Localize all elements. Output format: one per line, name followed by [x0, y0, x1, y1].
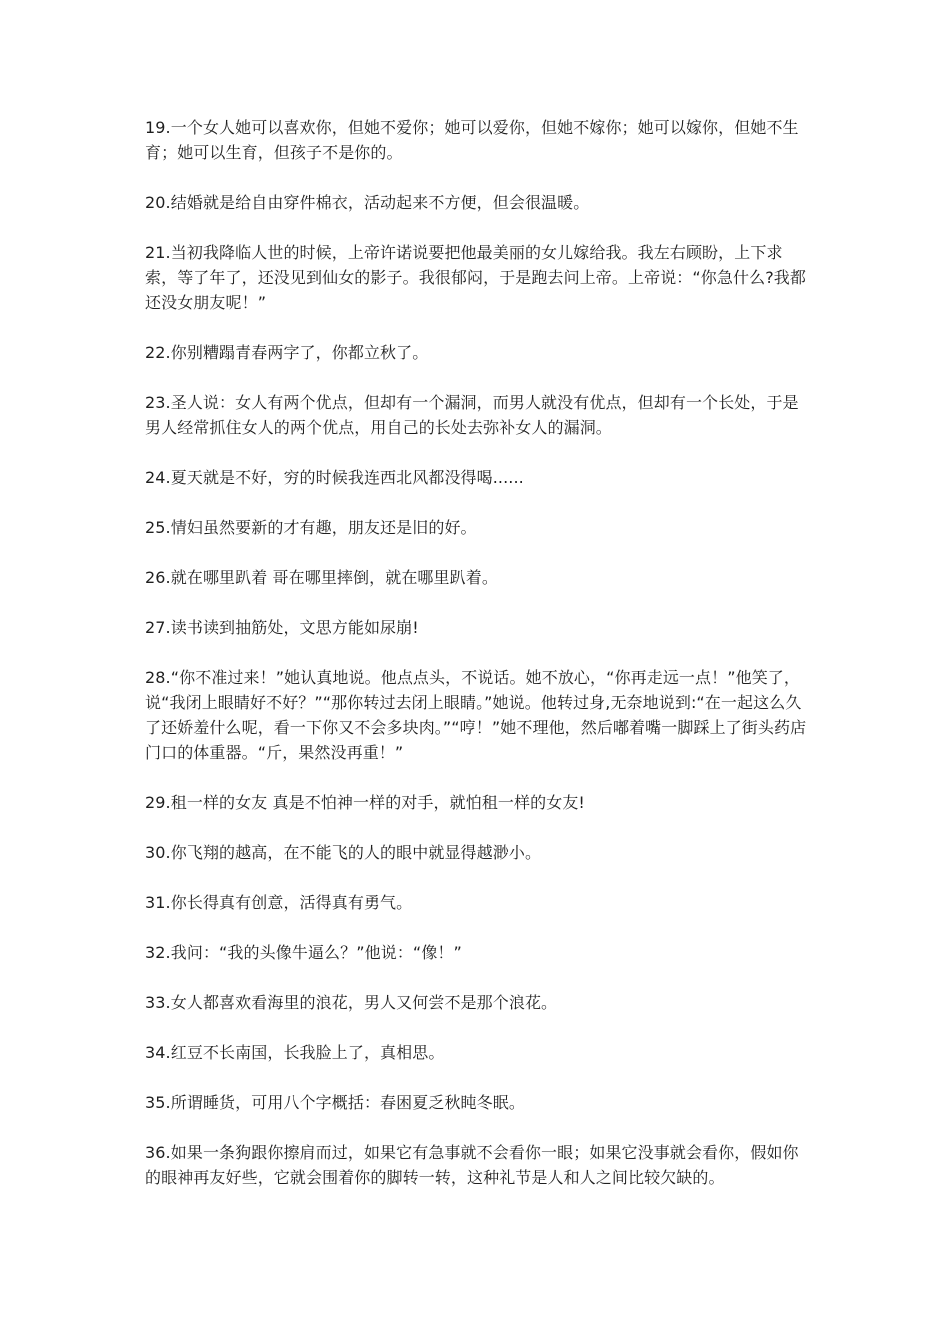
paragraph-36: 36.如果一条狗跟你擦肩而过，如果它有急事就不会看你一眼；如果它没事就会看你，假如你的眼神再友好些，它就会围着你的脚转一转，这种礼节是人和人之间比较欠缺的。: [145, 1143, 799, 1187]
paragraph-28: 28.“你不准过来！”她认真地说。他点点头，不说话。她不放心，“你再走远一点！”他笑了，说“我闭上眼睛好不好？”“那你转过去闭上眼睛。”她说。他转过身,无奈地说到:“在一起这么久了还娇羞什么呢，看一下你又不会多块肉。”“哼！”她不理他，然后嘟着嘴一脚踩上了街头药店门口的体重器。“斤，果然没再重！”: [145, 668, 807, 762]
paragraph-35: 35.所谓睡货，可用八个字概括：春困夏乏秋盹冬眠。: [145, 1093, 525, 1112]
paragraph-29: 29.租一样的女友 真是不怕神一样的对手，就怕租一样的女友!: [145, 793, 585, 812]
paragraph-20: 20.结婚就是给自由穿件棉衣，活动起来不方便，但会很温暖。: [145, 193, 590, 212]
paragraph-27: 27.读书读到抽筋处，文思方能如尿崩!: [145, 618, 419, 637]
paragraph-32: 32.我问：“我的头像牛逼么？”他说：“像！”: [145, 943, 462, 962]
document-body: [145, 115, 810, 1215]
paragraph-34: 34.红豆不长南国，长我脸上了，真相思。: [145, 1043, 445, 1062]
paragraph-31: 31.你长得真有创意，活得真有勇气。: [145, 893, 413, 912]
paragraph-21: 21.当初我降临人世的时候，上帝许诺说要把他最美丽的女儿嫁给我。我左右顾盼，上下求索，等了年了，还没见到仙女的影子。我很郁闷，于是跑去问上帝。上帝说：“你急什么?我都还没女朋友呢！”: [145, 243, 806, 312]
paragraph-33: 33.女人都喜欢看海里的浪花，男人又何尝不是那个浪花。: [145, 993, 558, 1012]
paragraph-24: 24.夏天就是不好，穷的时候我连西北风都没得喝......: [145, 468, 524, 487]
paragraph-19: 19.一个女人她可以喜欢你，但她不爱你；她可以爱你，但她不嫁你；她可以嫁你，但她不生育；她可以生育，但孩子不是你的。: [145, 118, 799, 162]
paragraph-22: 22.你别糟蹋青春两字了，你都立秋了。: [145, 343, 429, 362]
paragraph-23: 23.圣人说：女人有两个优点，但却有一个漏洞，而男人就没有优点，但却有一个长处，于是男人经常抓住女人的两个优点，用自己的长处去弥补女人的漏洞。: [145, 393, 799, 437]
paragraph-26: 26.就在哪里趴着 哥在哪里摔倒，就在哪里趴着。: [145, 568, 498, 587]
paragraph-25: 25.情妇虽然要新的才有趣，朋友还是旧的好。: [145, 518, 477, 537]
paragraph-30: 30.你飞翔的越高，在不能飞的人的眼中就显得越渺小。: [145, 843, 542, 862]
